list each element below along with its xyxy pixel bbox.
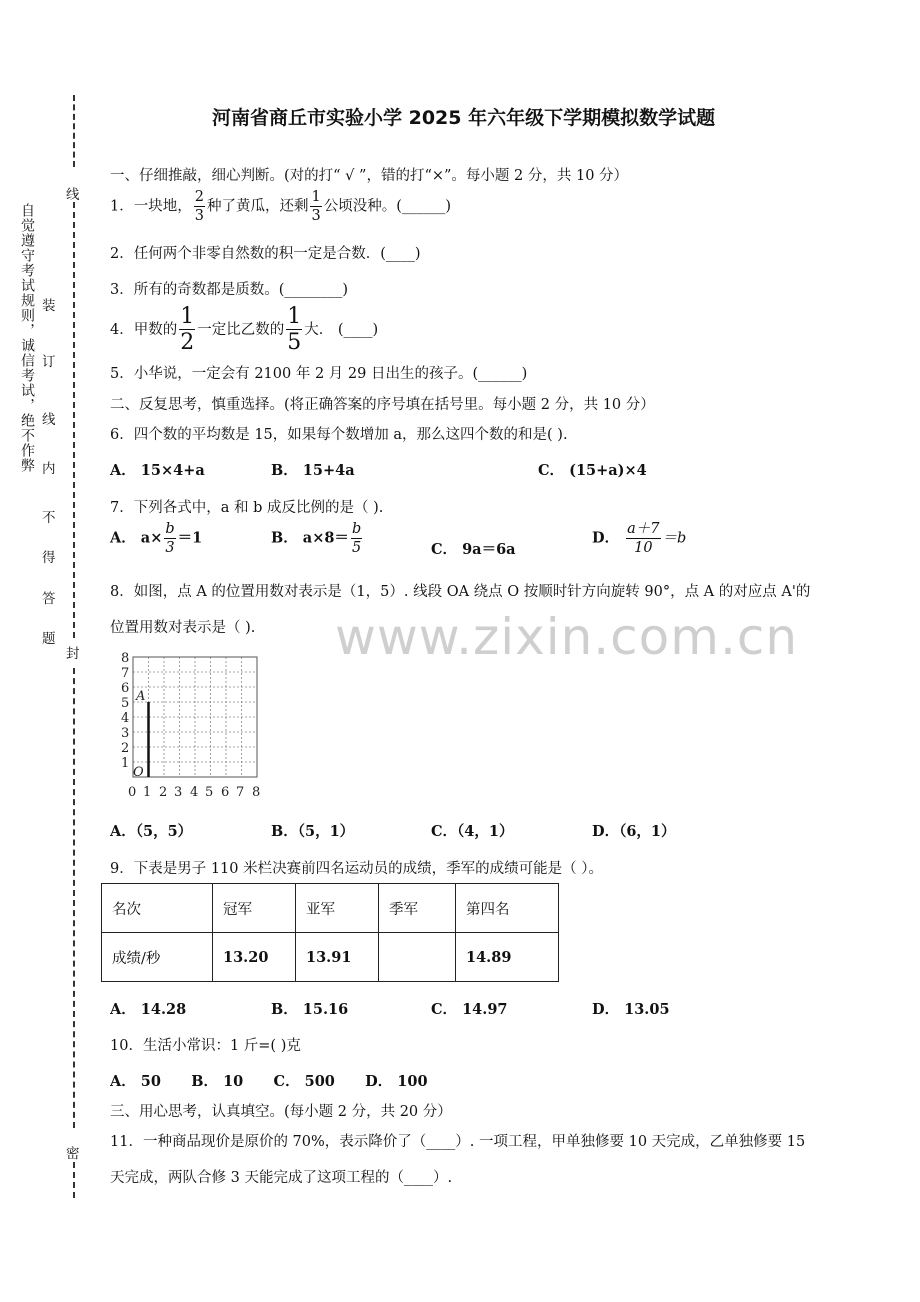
question-5: 5．小华说，一定会有 2100 年 2 月 29 日出生的孩子。(______) [110, 366, 528, 382]
fraction: $\frac{b}{3}$ [165, 521, 175, 556]
margin-char: 装 [42, 298, 56, 314]
y-tick-label: 6 [121, 681, 130, 696]
margin-mark-xian: 线 [66, 187, 80, 203]
table-header-cell: 冠军 [213, 884, 296, 933]
y-tick-label: 4 [121, 711, 130, 726]
margin-char: 题 [42, 631, 56, 647]
y-tick-label: 1 [121, 756, 130, 771]
margin-char: 内 [42, 461, 56, 477]
margin-char: 订 [42, 354, 56, 370]
margin-char: 不 [42, 510, 56, 526]
section-1-heading: 一、仔细推敲，细心判断。(对的打“ √ ”，错的打“×”。每小题 2 分，共 10 分） [110, 168, 629, 184]
q7-option-c[interactable]: C． 9a＝6a [431, 541, 516, 558]
table-header-cell: 季军 [379, 884, 456, 933]
fraction: $\frac{b}{5}$ [351, 521, 362, 556]
page-title: 河南省商丘市实验小学 2025 年六年级下学期模拟数学试题 [212, 107, 716, 129]
q8-option-d[interactable]: D．（6，1） [592, 823, 676, 840]
q7-option-a[interactable]: A． a× $\frac{b}{3}$ ＝1 [110, 521, 203, 556]
binding-line-top [73, 95, 75, 167]
question-3: 3．所有的奇数都是质数。(________) [110, 282, 349, 298]
question-2: 2．任何两个非零自然数的积一定是合数．(____) [110, 246, 421, 262]
q8-option-c[interactable]: C．（4，1） [431, 823, 514, 840]
binding-line-bottom [73, 1162, 75, 1198]
x-tick-label: 8 [252, 785, 261, 800]
x-tick-label: 7 [236, 785, 245, 800]
table-row [102, 884, 559, 933]
question-10: 10．生活小常识：1 斤=( )克 [110, 1038, 301, 1054]
fraction: $\frac{1}{5}$ [287, 304, 302, 355]
question-11-line1: 11．一种商品现价是原价的 70%，表示降价了（____）. 一项工程，甲单独修要 10 天完成，乙单独修要 15 [110, 1134, 806, 1150]
q9-option-b[interactable]: B． 15.16 [271, 1001, 349, 1018]
fraction: $\frac{1}{3}$ [311, 189, 321, 224]
table-cell: 14.89 [456, 933, 559, 982]
table-header-cell: 亚军 [296, 884, 379, 933]
x-tick-label: 1 [143, 785, 152, 800]
q8-option-a[interactable]: A．（5，5） [110, 823, 193, 840]
x-tick-label: 2 [159, 785, 168, 800]
fraction: $\frac{1}{2}$ [180, 304, 195, 355]
q6-option-a[interactable]: A． 15×4+a [110, 462, 205, 479]
table-cell-empty [379, 933, 456, 982]
question-6: 6．四个数的平均数是 15，如果每个数增加 a，那么这四个数的和是( ). [110, 427, 568, 443]
coordinate-grid-figure [112, 648, 272, 804]
margin-mark-feng: 封 [66, 646, 80, 662]
margin-char: 答 [42, 591, 56, 607]
question-4: 4．甲数的 $\frac{1}{2}$ 一定比乙数的 $\frac{1}{5}$ 大． (____) [110, 304, 379, 355]
table-cell: 成绩/秒 [102, 933, 213, 982]
table-cell: 13.91 [296, 933, 379, 982]
table-cell: 13.20 [213, 933, 296, 982]
results-table [101, 883, 559, 982]
q9-option-c[interactable]: C． 14.97 [431, 1001, 508, 1018]
margin-mark-mi: 密 [66, 1146, 80, 1162]
table-row [102, 933, 559, 982]
binding-line-lower [73, 668, 75, 1128]
section-2-heading: 二、反复思考，慎重选择。(将正确答案的序号填在括号里。每小题 2 分，共 10 分） [110, 397, 655, 413]
y-tick-label: 3 [121, 726, 130, 741]
point-a-label: A [136, 689, 146, 704]
q7-option-d[interactable]: D． $\frac{a+7}{10}$ ＝b [592, 521, 687, 556]
section-3-heading: 三、用心思考，认真填空。(每小题 2 分，共 20 分） [110, 1104, 452, 1120]
y-tick-label: 5 [121, 696, 130, 711]
y-tick-label: 8 [121, 651, 130, 666]
x-tick-label: 5 [205, 785, 214, 800]
table-header-cell: 名次 [102, 884, 213, 933]
point-o-label: O [133, 765, 144, 780]
question-8-line2: 位置用数对表示是（ ). [110, 620, 256, 636]
q6-option-b[interactable]: B． 15+4a [271, 462, 355, 479]
x-tick-label: 0 [128, 785, 137, 800]
question-9: 9．下表是男子 110 米栏决赛前四名运动员的成绩，季军的成绩可能是（ ）。 [110, 861, 603, 877]
x-tick-label: 6 [221, 785, 230, 800]
q8-option-b[interactable]: B．（5，1） [271, 823, 355, 840]
question-8-line1: 8．如图，点 A 的位置用数对表示是（1，5）. 线段 OA 绕点 O 按顺时针方向旋转 90°，点 A 的对应点 A'的 [110, 584, 811, 600]
q9-option-a[interactable]: A． 14.28 [110, 1001, 187, 1018]
margin-char: 线 [42, 412, 56, 428]
x-tick-label: 4 [190, 785, 199, 800]
q7-option-b[interactable]: B． a×8＝ $\frac{b}{5}$ [271, 521, 362, 556]
question-1: 1．一块地， $\frac{2}{3}$ 种了黄瓜，还剩 $\frac{1}{3}$ 公顷没种。(______) [110, 189, 452, 224]
q6-option-c[interactable]: C． (15+a)×4 [538, 462, 647, 479]
binding-line-middle [73, 202, 75, 638]
watermark: www.zixin.com.cn [335, 608, 799, 666]
y-tick-label: 2 [121, 741, 130, 756]
question-7: 7．下列各式中，a 和 b 成反比例的是（ ). [110, 500, 384, 516]
margin-char: 得 [42, 550, 56, 566]
fraction: $\frac{a+7}{10}$ [627, 521, 660, 556]
margin-notice: 自觉遵守考试规则，诚信考试，绝不作弊 [19, 203, 35, 473]
table-header-cell: 第四名 [456, 884, 559, 933]
q9-option-d[interactable]: D． 13.05 [592, 1001, 670, 1018]
fraction: $\frac{2}{3}$ [194, 189, 204, 224]
q10-options[interactable]: A． 50 B． 10 C． 500 D． 100 [110, 1073, 428, 1090]
question-11-line2: 天完成，两队合修 3 天能完成了这项工程的（____）. [110, 1170, 453, 1186]
y-tick-label: 7 [121, 666, 130, 681]
x-tick-label: 3 [174, 785, 183, 800]
